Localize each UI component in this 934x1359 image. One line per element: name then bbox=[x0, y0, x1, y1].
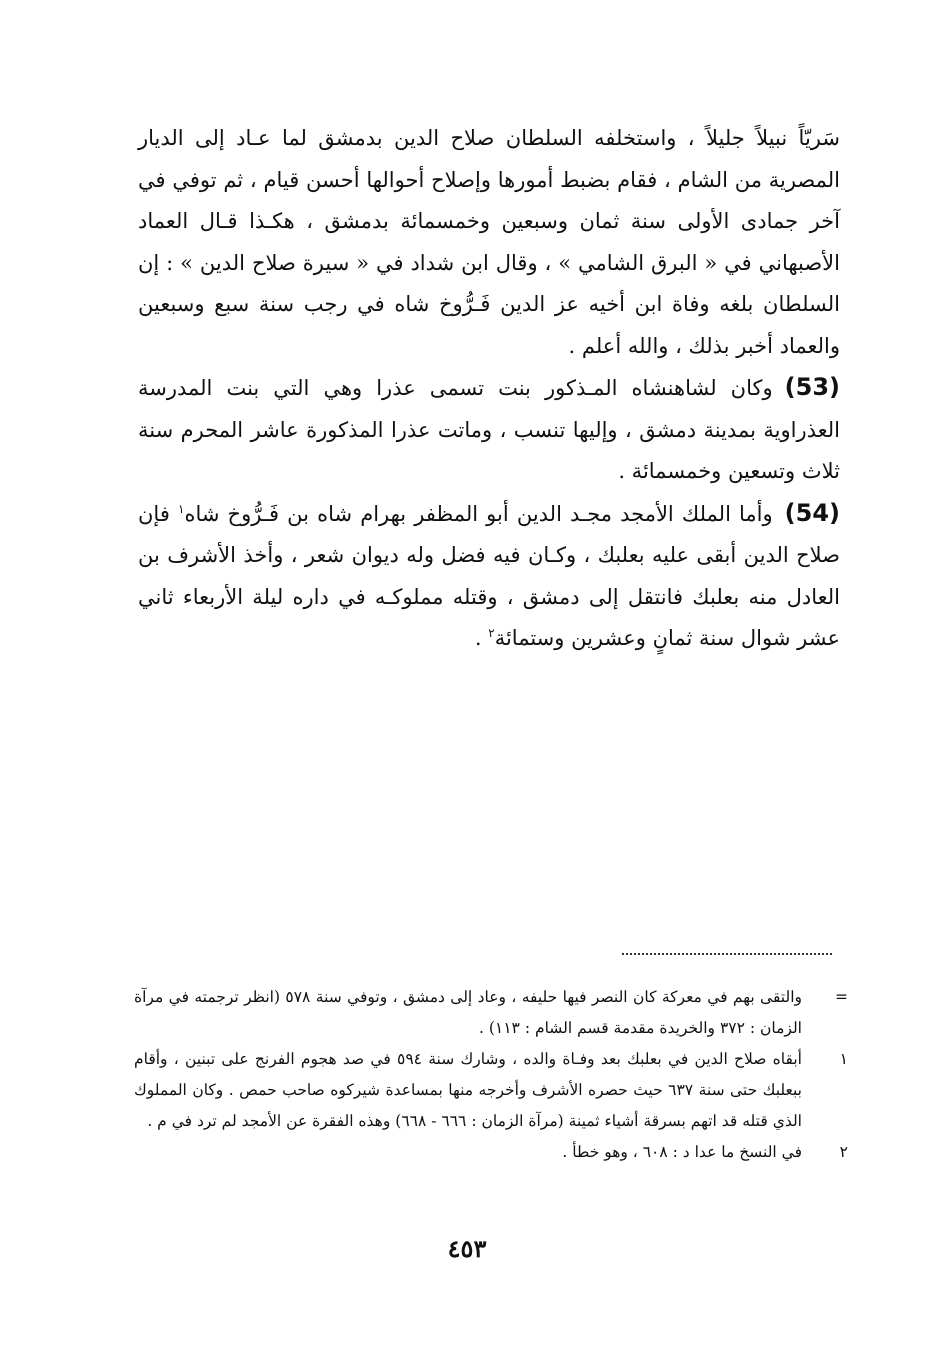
footnote-marker-1: ١ bbox=[839, 1050, 848, 1068]
paragraph-53-text: وكان لشاهنشاه المـذكور بنت تسمى عذرا وهي التي بنت المدرسة العذراوية بمدينة دمشق ، وإليها تنسب ، وماتت عذرا المذكورة عاشر المحرم سنة ثلاث وتسعين وخمسمائة . bbox=[138, 376, 840, 483]
footnote-text: أبقاه صلاح الدين في بعلبك بعد وفـاة والده ، وشارك سنة ٥٩٤ في صد هجوم الفرنج على تبنين ، وأقام ببعلبك حتى سنة ٦٣٧ حيث حصره الأشرف وأخرجه منها بمساعدة شيركوه صاحب حمص . وكان المملوك الذي قتله قد اتهم بسرقة أشياء ثمينة (مرآة الزمان : ٦٦٦ - ٦٦٨) وهذه الفقرة عن الأمجد لم ترد في م . bbox=[134, 1050, 802, 1130]
footnote-ref-2: ٢ bbox=[488, 626, 495, 640]
footnotes bbox=[134, 982, 848, 1168]
main-text bbox=[138, 118, 840, 660]
footnote-2 bbox=[134, 1137, 848, 1168]
paragraph-54-text-a: وأما الملك الأمجد مجـد الدين أبو المظفر بهرام شاه بن فَـرُّوخ شاه bbox=[184, 501, 773, 526]
footnote-text: والتقى بهم في معركة كان النصر فيها حليفه ، وعاد إلى دمشق ، وتوفي سنة ٥٧٨ (انظر ترجمته في مرآة الزمان : ٣٧٢ والخريدة مقدمة قسم الشام : ١١٣) . bbox=[134, 988, 802, 1037]
page-number: ٤٥٣ bbox=[447, 1234, 487, 1263]
paragraph-1 bbox=[138, 118, 840, 367]
paragraph-54 bbox=[138, 493, 840, 660]
footnote-continuation bbox=[134, 982, 848, 1044]
footnote-marker-continued: = bbox=[835, 988, 848, 1006]
paragraph-54-end: . bbox=[474, 626, 489, 650]
paragraph-1-text: سَريّاً نبيلاً جليلاً ، واستخلفه السلطان صلاح الدين بدمشق لما عـاد إلى الديار المصرية من الشام ، فقام بضبط أمورها وإصلاح أحوالها أحسن قيام ، ثم توفي في آخر جمادى الأولى سنة ثمان وسبعين وخمسمائة بدمشق ، هكـذا قـال العماد الأصبهاني في « البرق الشامي » ، وقال ابن شداد في « سيرة صلاح الدين » : إن السلطان بلغه وفاة ابن أخيه عز الدين فَـرُّوخ شاه في رجب سنة سبع وسبعين والعماد أخبر بذلك ، والله أعلم . bbox=[138, 126, 840, 358]
paragraph-number-54: (54) bbox=[784, 498, 840, 527]
paragraph-number-53: (53) bbox=[784, 373, 840, 401]
footnote-ref-1: ١ bbox=[177, 501, 185, 516]
footnote-marker-2: ٢ bbox=[839, 1143, 848, 1161]
paragraph-54-text-b: فإن صلاح الدين أبقى عليه بعلبك ، وكـان فيه فضل وله ديوان شعر ، وأخذ الأشرف بن العادل منه بعلبك فانتقل إلى دمشق ، وقتله مملوكـه في داره ليلة الأربعاء ثاني عشر شوال سنة ثمانٍ وعشرين وستمائة bbox=[138, 501, 840, 650]
footnote-text: في النسخ ما عدا د : ٦٠٨ ، وهو خطأ . bbox=[562, 1143, 802, 1161]
footnote-1 bbox=[134, 1044, 848, 1137]
paragraph-53 bbox=[138, 367, 840, 493]
footnote-separator bbox=[622, 953, 832, 955]
